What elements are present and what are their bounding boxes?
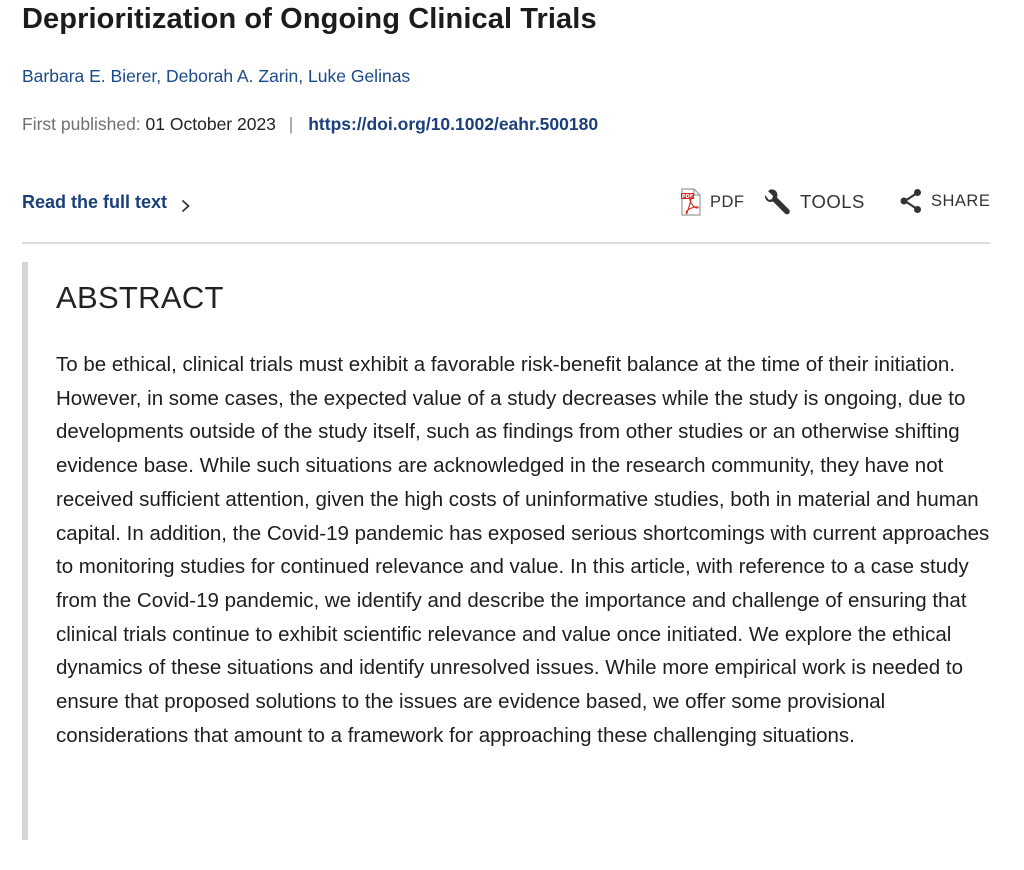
pdf-button[interactable] <box>680 188 745 216</box>
read-full-text-label: Read the full text <box>22 192 168 212</box>
author-list <box>22 64 410 88</box>
author-link[interactable]: Barbara E. Bierer <box>22 66 157 86</box>
author-link[interactable]: Luke Gelinas <box>308 66 411 86</box>
abstract-text: To be ethical, clinical trials must exhibit a favorable risk-benefit balance at the time of their initiation. However, in some cases, the expected value of a study decreases while the study is ongoing, due to developments outside of the study itself, such as findings from other studies or an otherwise shifting evidence base. While such situations are acknowledged in the research community, they have not received sufficient attention, given the high costs of uninformative studies, both in material and human capital. In addition, the Covid-19 pandemic has exposed serious shortcomings with current approaches to monitoring studies for continued relevance and value. In this article, with reference to a case study from the Covid-19 pandemic, we identify and describe the importance and challenge of ensuring that clinical trials continue to exhibit scientific relevance and value once initiated. We explore the ethical dynamics of these situations and identify unresolved issues. While more empirical work is needed to ensure that proposed solutions to the issues are evidence based, we offer some provisional considerations that amount to a framework for approaching these challenging situations. <box>56 353 990 747</box>
pdf-icon <box>680 188 702 216</box>
svg-text:PDF: PDF <box>681 194 694 200</box>
abstract-heading: ABSTRACT <box>56 280 224 315</box>
doi-link[interactable]: https://doi.org/10.1002/eahr.500180 <box>308 114 599 134</box>
section-divider <box>22 242 990 244</box>
share-icon <box>899 188 923 214</box>
abstract-left-border <box>22 262 28 840</box>
abstract-section <box>22 262 990 840</box>
share-label: SHARE <box>931 191 991 210</box>
article-title: Deprioritization of Ongoing Clinical Trials <box>22 3 597 35</box>
author-link[interactable]: Deborah A. Zarin <box>165 66 299 86</box>
tools-button[interactable] <box>764 188 865 216</box>
publication-info <box>22 112 598 136</box>
first-published-date: 01 October 2023 <box>145 114 276 134</box>
tools-label: TOOLS <box>800 191 865 212</box>
author-separator: , <box>298 66 304 86</box>
share-button[interactable] <box>899 188 990 214</box>
first-published-label: First published: <box>22 114 141 134</box>
pdf-label: PDF <box>710 192 745 211</box>
read-full-text-link[interactable] <box>22 190 193 214</box>
author-separator: , <box>156 66 162 86</box>
wrench-icon <box>764 188 792 216</box>
separator: | <box>288 114 294 134</box>
chevron-right-icon <box>179 195 193 209</box>
